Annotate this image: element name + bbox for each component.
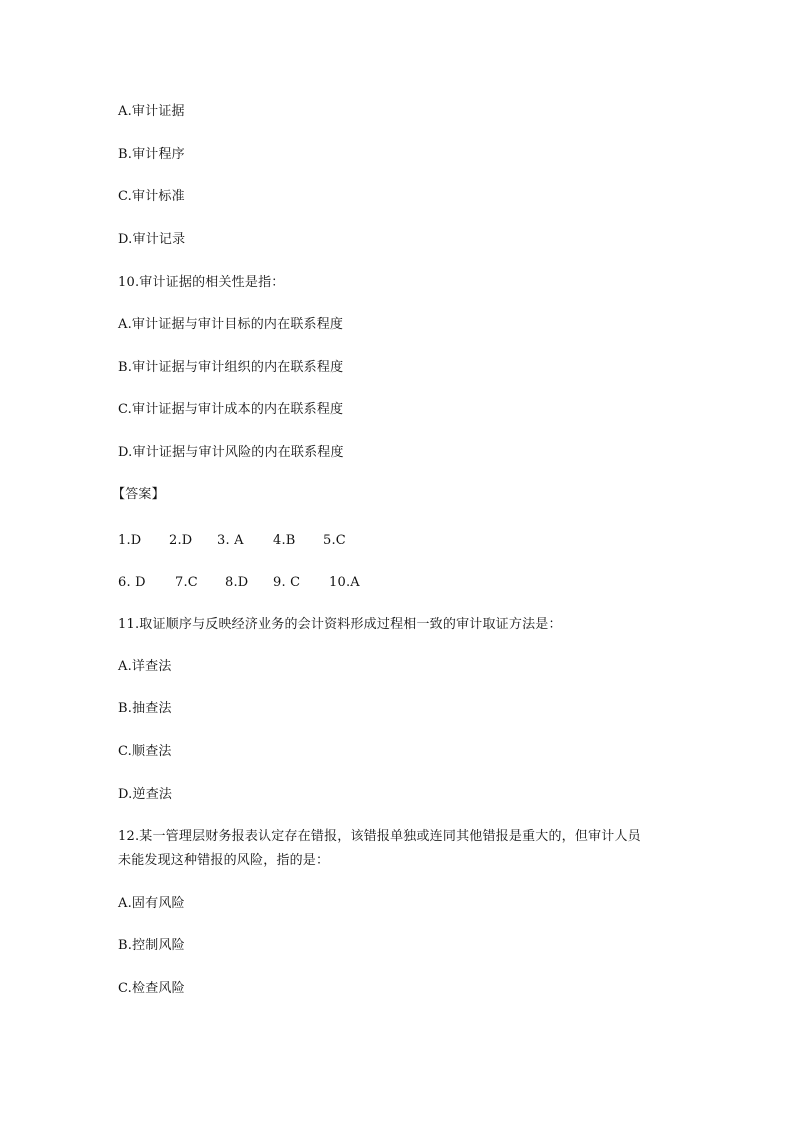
answer-item: 5.C bbox=[323, 533, 346, 548]
q11-option-d: D.逆查法 bbox=[118, 787, 173, 802]
answer-item: 6. D bbox=[118, 575, 146, 590]
q12-stem-line-1: 12.某一管理层财务报表认定存在错报，该错报单独或连同其他错报是重大的，但审计人员 bbox=[118, 829, 641, 844]
q9-option-b: B.审计程序 bbox=[118, 147, 185, 162]
answer-item: 7.C bbox=[175, 575, 198, 590]
answers-heading: 【答案】 bbox=[112, 487, 165, 502]
q11-option-b: B.抽查法 bbox=[118, 701, 172, 716]
answer-item: 2.D bbox=[169, 533, 193, 548]
q10-option-d: D.审计证据与审计风险的内在联系程度 bbox=[118, 445, 344, 460]
answer-item: 9. C bbox=[273, 575, 301, 590]
q9-option-d: D.审计记录 bbox=[118, 232, 186, 247]
q11-stem: 11.取证顺序与反映经济业务的会计资料形成过程相一致的审计取证方法是： bbox=[118, 617, 562, 632]
q11-option-c: C.顺查法 bbox=[118, 744, 172, 759]
q9-option-a: A.审计证据 bbox=[118, 104, 185, 119]
q11-option-a: A.详查法 bbox=[118, 659, 172, 674]
q12-stem-line-2: 未能发现这种错报的风险，指的是： bbox=[118, 853, 330, 868]
q10-option-a: A.审计证据与审计目标的内在联系程度 bbox=[118, 317, 344, 332]
q10-stem: 10.审计证据的相关性是指： bbox=[118, 275, 285, 290]
q12-option-b: B.控制风险 bbox=[118, 938, 185, 953]
answer-item: 8.D bbox=[225, 575, 249, 590]
answer-item: 3. A bbox=[217, 533, 244, 548]
q9-option-c: C.审计标准 bbox=[118, 189, 185, 204]
q12-option-a: A.固有风险 bbox=[118, 896, 185, 911]
answer-item: 1.D bbox=[118, 533, 142, 548]
answer-item: 4.B bbox=[273, 533, 296, 548]
q10-option-b: B.审计证据与审计组织的内在联系程度 bbox=[118, 360, 344, 375]
q10-option-c: C.审计证据与审计成本的内在联系程度 bbox=[118, 402, 344, 417]
q12-option-c: C.检查风险 bbox=[118, 981, 185, 996]
answer-item: 10.A bbox=[329, 575, 360, 590]
